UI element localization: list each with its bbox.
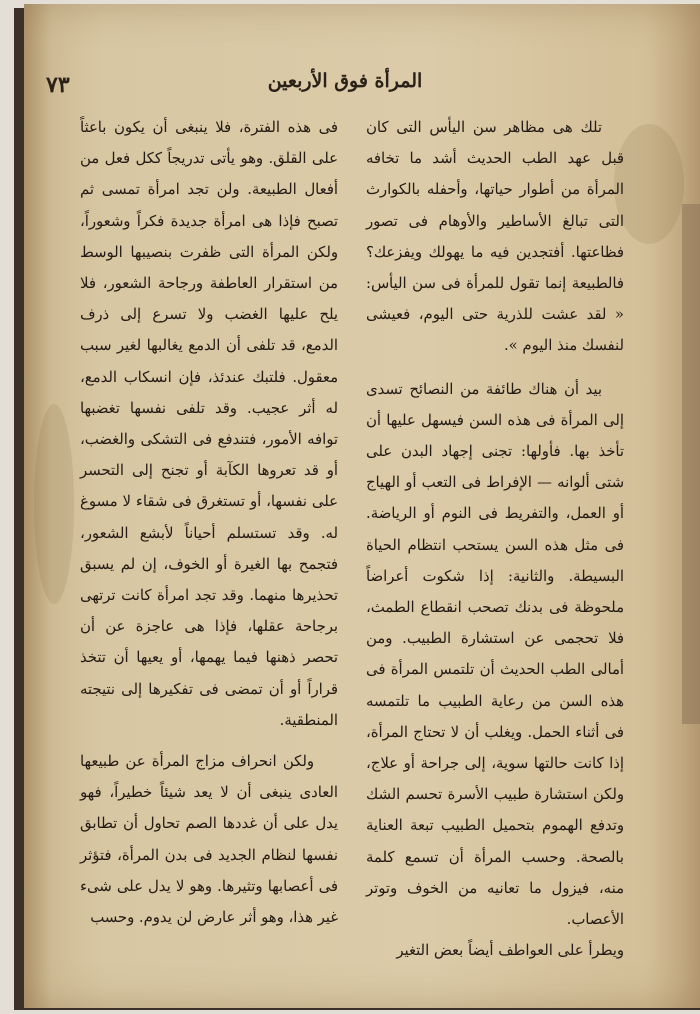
right-column bbox=[366, 112, 624, 966]
paragraph: فى هذه الفترة، فلا ينبغى أن يكون باعثاً على القلق. وهو يأتى تدريجاً ككل فعل من أفعال الطبيعة. ولن تجد امرأة تمسى ثم تصبح فإذا هى امرأة جديدة فكراً وشعوراً، ولكن المرأة التى ظفرت بنصيبها الوسط من استقرار العاطفة ورجاحة الشعور، فلا يلح عليها الغضب ولا تسرع إلى ذرف الدمع، قد تلفى أن الدمع يغالبها لغير سبب معقول. فلتبك عندئذ، فإن انسكاب الدمع، له أثر عجيب. وقد تلفى نفسها تغضبها توافه الأمور، فتندفع فى التشكى والغضب، أو قد تعروها الكآبة أو تجنح إلى التحسر على نفسها، أو تستغرق فى شقاء لا مسوغ له. وقد تستسلم أحياناً لأبشع الشعور، فتجمح بها الغيرة أو الخوف، إن لم يسبق تحذيرها منهما. وقد تجد امرأة كانت ترتهى برجاحة عقلها، فإذا هى عاجزة عن أن تحصر ذهنها فيما يهمها، أو يعيها أن تتخذ قراراً أو أن تمضى فى تفكيرها إلى نتيجته المنطقية. bbox=[80, 119, 338, 729]
left-column bbox=[80, 112, 338, 933]
paper-stain bbox=[614, 124, 684, 244]
paragraph: تلك هى مظاهر سن اليأس التى كان قبل عهد الطب الحديث أشد ما تخافه المرأة من أطوار حياتها، وأحفله بالكوارث التى تبالغ الأساطير والأوهام فى تصور فظاعتها. أفتجدين فيه ما يهولك ويفزعك؟ فالطبيعة إنما تقول للمرأة فى سن اليأس: « لقد عشت للذرية حتى اليوم، فعيشى لنفسك منذ اليوم ». bbox=[366, 119, 624, 355]
paragraph: بيد أن هناك طائفة من النصائح تسدى إلى المرأة فى هذه السن فيسهل عليها أن تأخذ بها. فأولها: تجنى إجهاد البدن على شتى ألوانه — الإفراط فى التعب أو الهياج أو العمل، والتفريط فى النوم أو الرياضة. فى مثل هذه السن يستحب انتظام الحياة البسيطة. والثانية: إذا شكوت أعراضاً ملحوظة فى بدنك تصحب انقطاع الطمث، فلا تحجمى عن استشارة الطبيب. ومن أمالى الطب الحديث أن تلتمس المرأة فى هذه السن من رعاية الطبيب ما تلتمسه فى أثناء الحمل. ويغلب أن لا تحتاج المرأة، إذا كانت حالتها سوية، إلى جراحة أو علاج، ولكن استشارة طبيب الأسرة تحسم الشك وتدفع الهموم بتحميل الطبيب تبعة العناية بالصحة. وحسب المرأة أن تسمع كلمة منه، فيزول ما تعانيه من الخوف وتوتر الأعصاب. bbox=[366, 380, 624, 929]
paragraph: ولكن انحراف مزاج المرأة عن طبيعها العادى ينبغى أن لا يعد شيئاً خطيراً، فهو يدل على أن غددها الصم تحاول أن تطابق نفسها لنظام الجديد فى بدن المرأة، فتؤثر فى أعصابها وتثيرها. وهو لا يدل على شىء غير هذا، وهو أثر عارض لن يدوم. وحسب bbox=[80, 753, 338, 927]
running-title: المرأة فوق الأربعين bbox=[267, 70, 423, 92]
paragraph: ويطرأ على العواطف أيضاً بعض التغير bbox=[396, 942, 624, 960]
page-edge-shadow bbox=[682, 204, 700, 724]
page-header bbox=[40, 66, 650, 106]
page-number: ٧٣ bbox=[46, 72, 70, 98]
paper-stain bbox=[34, 404, 74, 604]
